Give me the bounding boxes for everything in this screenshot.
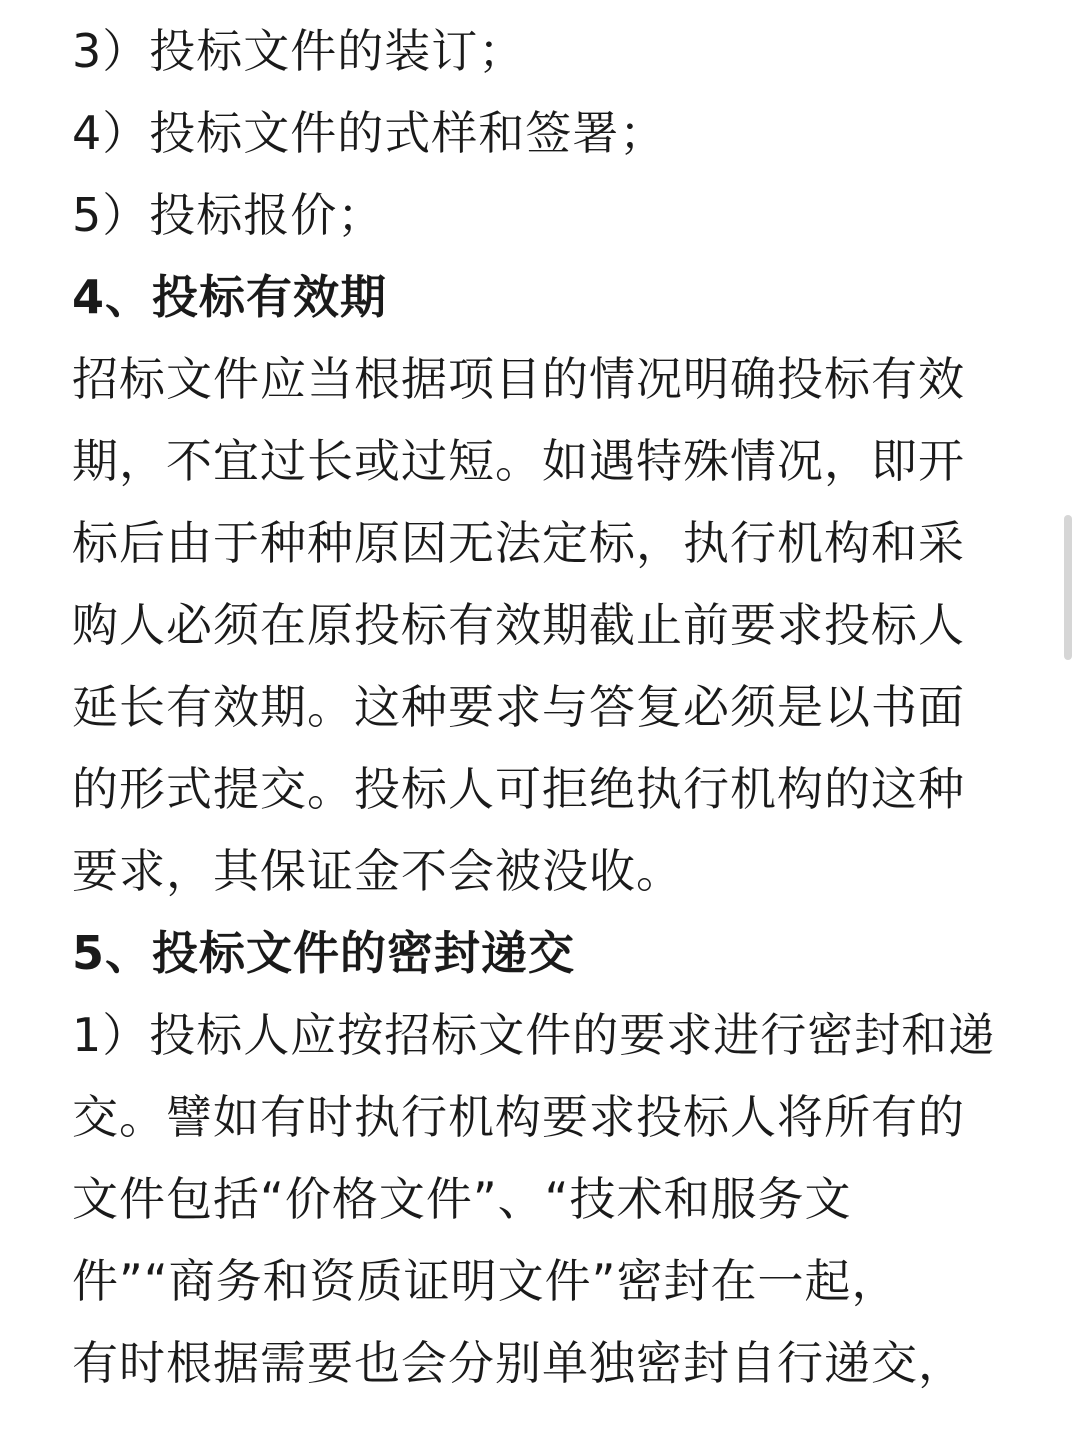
paragraph-line: 购人必须在原投标有效期截止前要求投标人: [72, 598, 965, 652]
paragraph-line: 要求，其保证金不会被没收。: [72, 844, 683, 898]
list-item: 5）投标报价；: [72, 188, 385, 242]
paragraph-line: 交。譬如有时执行机构要求投标人将所有的: [72, 1090, 965, 1144]
document-body: [72, 0, 1032, 1404]
paragraph-line: 文件包括“价格文件”、“技术和服务文: [72, 1172, 852, 1226]
list-item: 4）投标文件的式样和签署；: [72, 106, 667, 160]
paragraph-line: 1）投标人应按招标文件的要求进行密封和递: [72, 1008, 996, 1062]
section-heading: 5、投标文件的密封递交: [72, 926, 576, 980]
paragraph-line: 有时根据需要也会分别单独密封自行递交，: [72, 1336, 965, 1390]
paragraph-line: 件”“商务和资质证明文件”密封在一起，: [72, 1254, 899, 1308]
paragraph-line: 的形式提交。投标人可拒绝执行机构的这种: [72, 762, 965, 816]
paragraph-line: 延长有效期。这种要求与答复必须是以书面: [72, 680, 965, 734]
paragraph-line: 招标文件应当根据项目的情况明确投标有效: [72, 352, 965, 406]
section-heading: 4、投标有效期: [72, 270, 388, 324]
paragraph-line: 期，不宜过长或过短。如遇特殊情况，即开: [72, 434, 965, 488]
paragraph-line: 标后由于种种原因无法定标，执行机构和采: [72, 516, 965, 570]
list-item: 3）投标文件的装订；: [72, 24, 526, 78]
scrollbar[interactable]: [1064, 515, 1072, 660]
